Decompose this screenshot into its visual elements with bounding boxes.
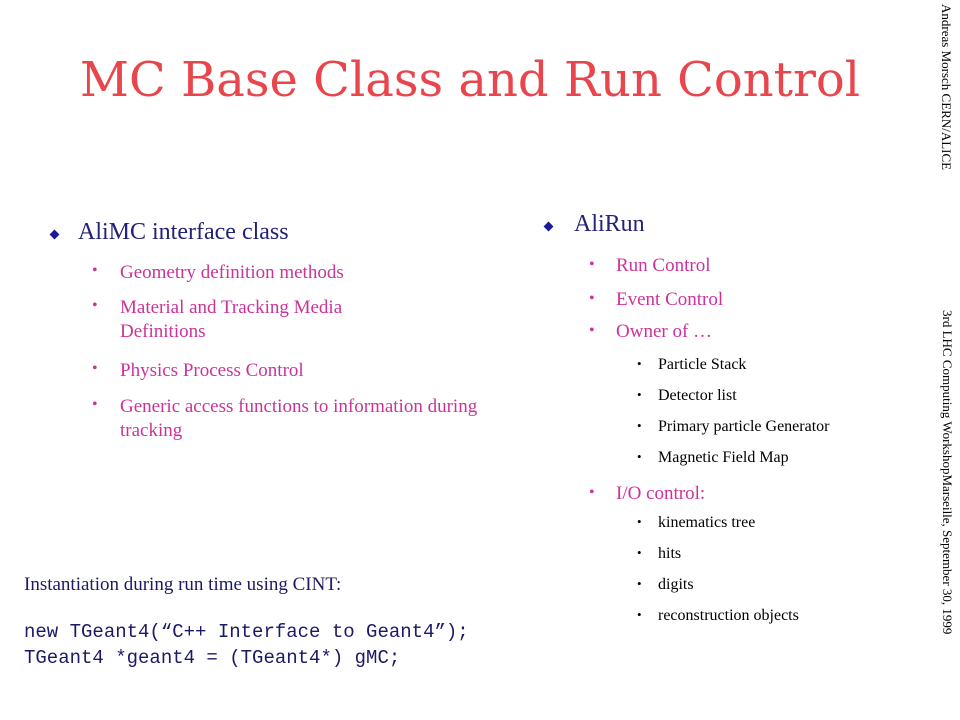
bullet-icon: • [589,290,595,307]
code-line-1: new TGeant4(“C++ Interface to Geant4”); [24,621,469,643]
owner-item: Magnetic Field Map [658,449,789,466]
right-item: Run Control [616,255,711,276]
bullet-icon: • [589,256,595,273]
bullet-icon: • [92,262,98,279]
side-event: 3rd LHC Computing WorkshopMarseille, September 30, 1999 [940,310,955,635]
diamond-bullet-icon [50,230,60,240]
io-item: hits [658,545,682,562]
left-item: Generic access functions to information during tracking [120,396,478,441]
sub-bullet-icon: • [637,356,642,371]
sub-bullet-icon: • [637,514,642,529]
code-line-2: TGeant4 *geant4 = (TGeant4*) gMC; [24,647,401,669]
left-item: Material and Tracking Media Definitions [120,297,343,342]
owner-item: Particle Stack [658,356,747,373]
io-item: digits [658,576,694,593]
io-label: I/O control: [616,483,706,504]
sub-bullet-icon: • [637,387,642,402]
instantiation-note: Instantiation during run time using CINT: [24,574,342,595]
bullet-icon: • [92,360,98,377]
owner-item: Primary particle Generator [658,418,830,435]
io-item: reconstruction objects [658,607,799,624]
sub-bullet-icon: • [637,607,642,622]
bullet-icon: • [589,322,595,339]
io-item: kinematics tree [658,514,756,531]
bullet-icon: • [589,484,595,501]
sub-bullet-icon: • [637,418,642,433]
left-heading: AliMC interface class [78,219,289,245]
sub-bullet-icon: • [637,449,642,464]
sub-bullet-icon: • [637,576,642,591]
owner-item: Detector list [658,387,737,404]
diamond-bullet-icon [544,222,554,232]
side-author: Andreas Morsch CERN/ALICE [939,4,954,171]
bullet-icon: • [92,396,98,413]
right-item: Owner of … [616,321,713,342]
slide-title: MC Base Class and Run Control [79,52,861,108]
right-item: Event Control [616,289,724,310]
bullet-icon: • [92,297,98,314]
right-heading: AliRun [574,211,645,237]
sub-bullet-icon: • [637,545,642,560]
left-item: Physics Process Control [120,360,304,381]
left-item: Geometry definition methods [120,262,344,283]
